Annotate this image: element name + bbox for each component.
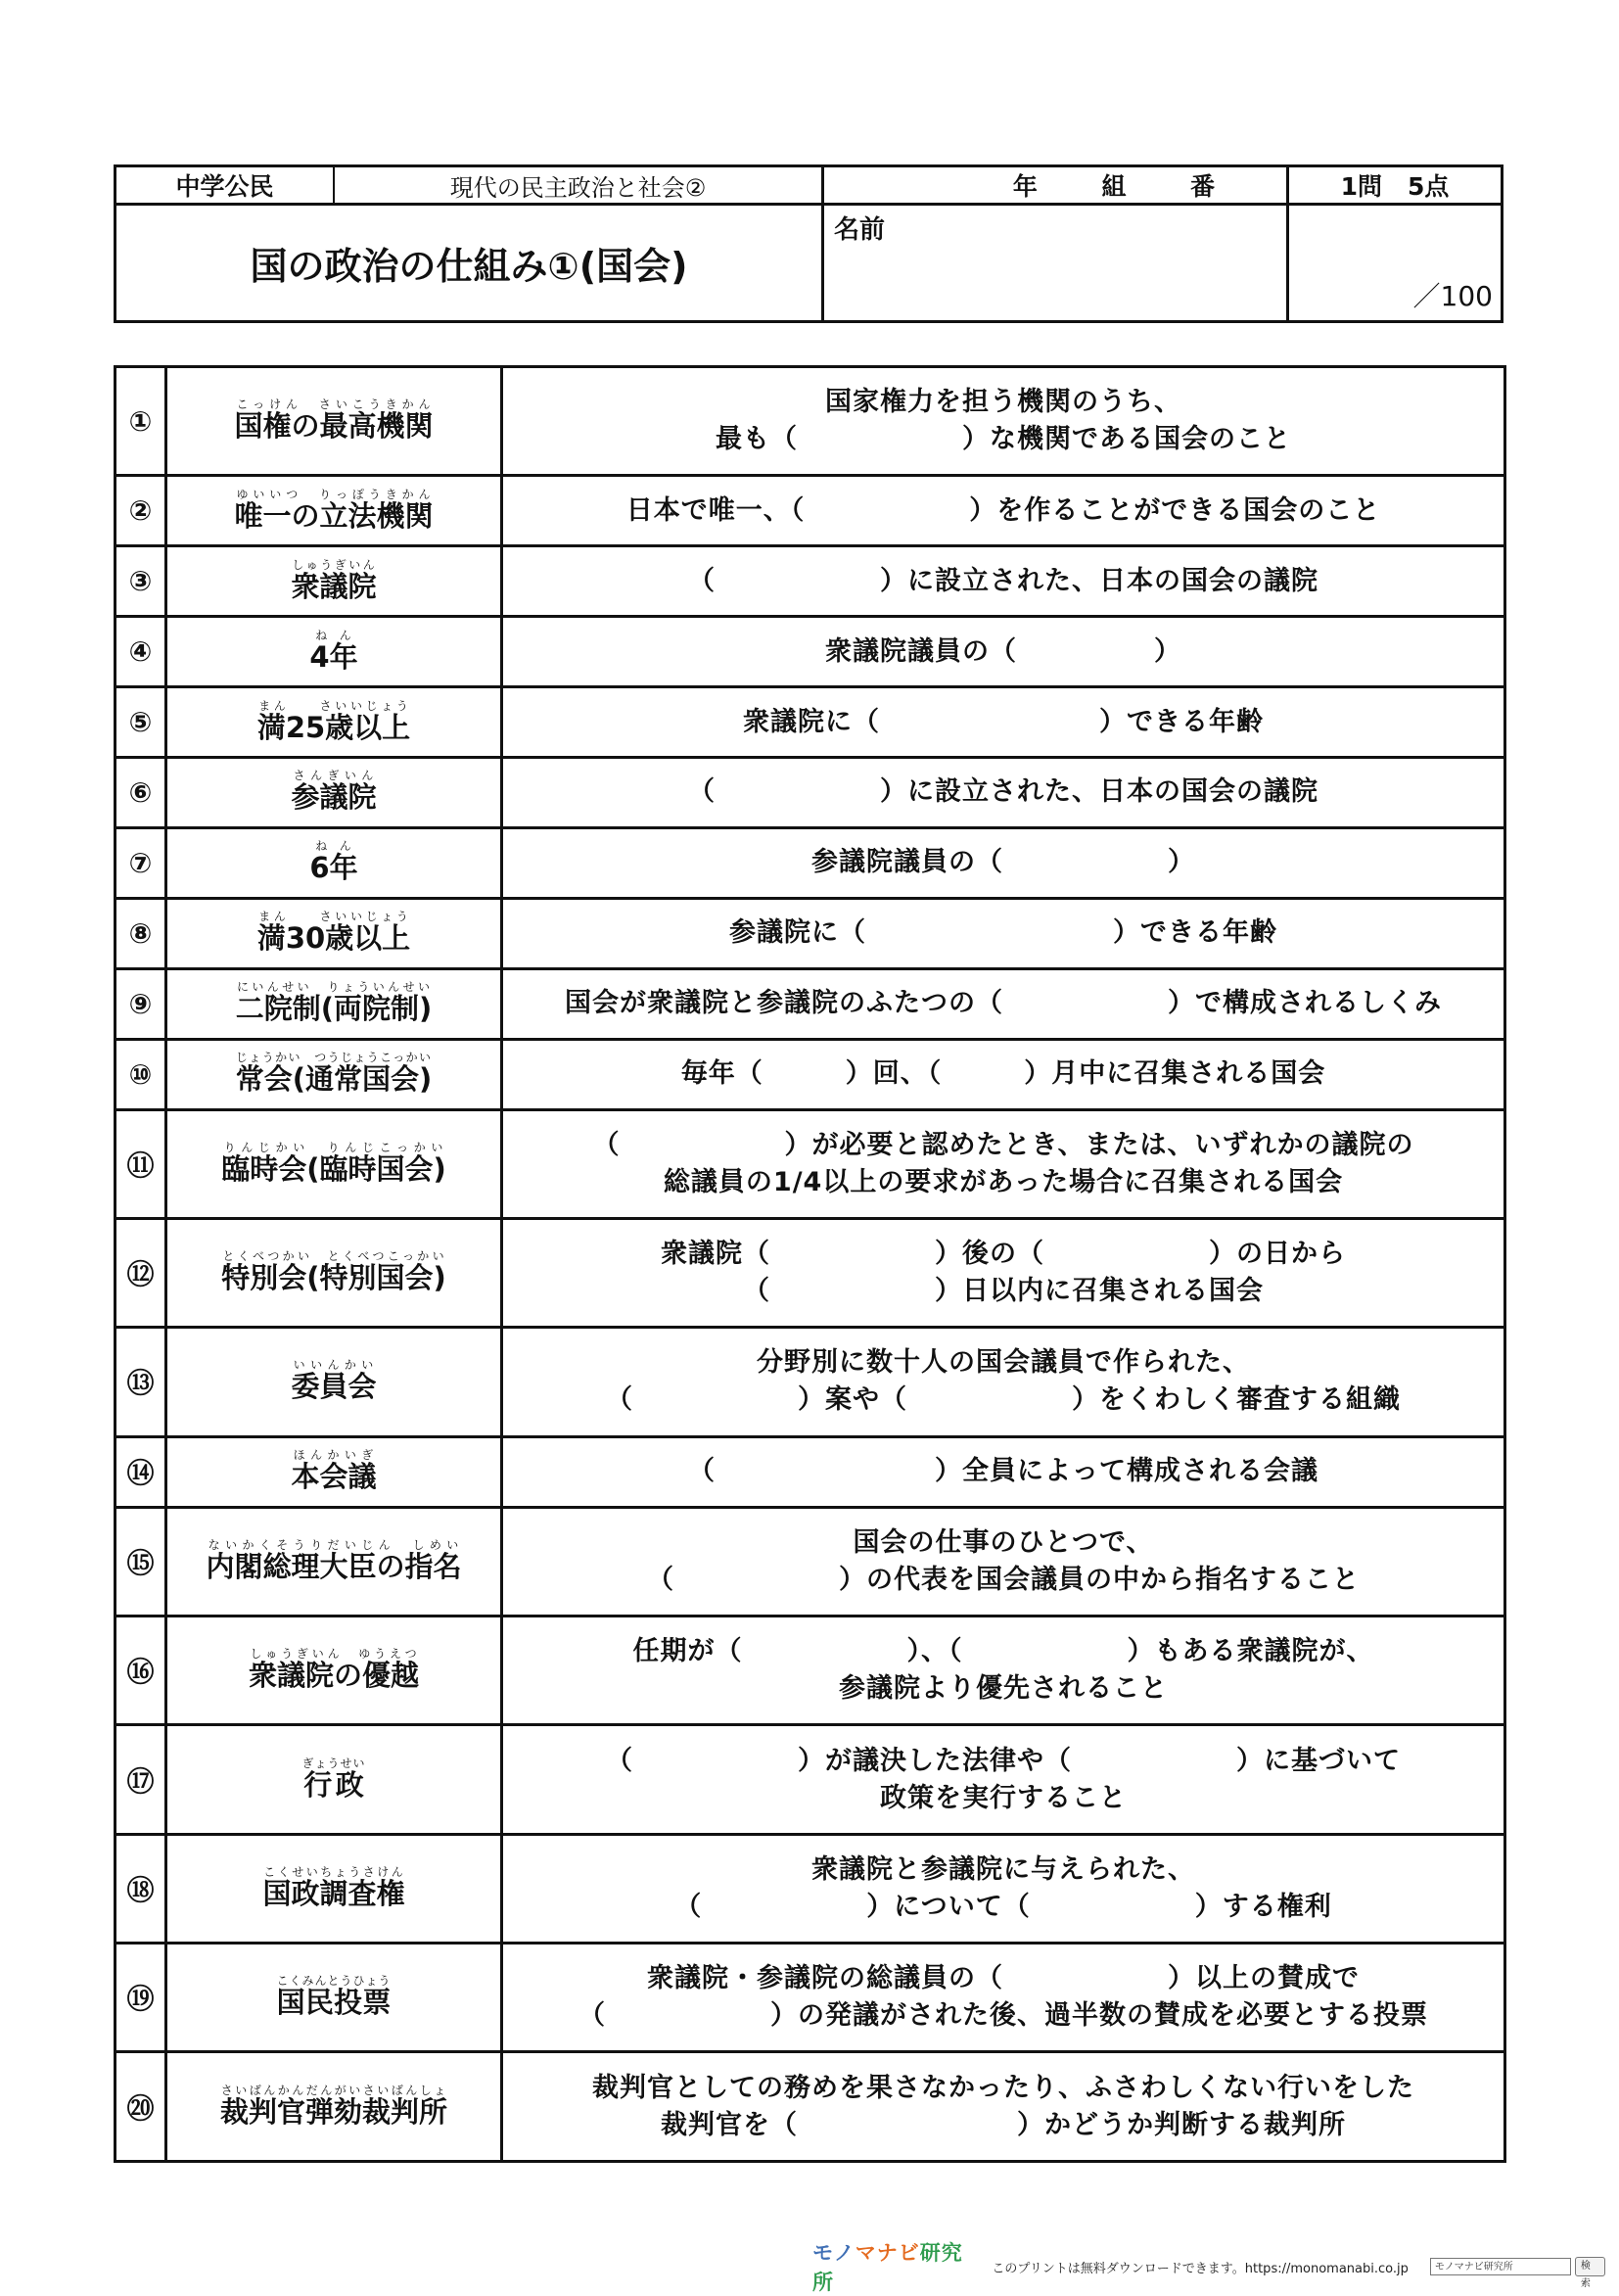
question-row [116,476,1505,546]
logo-part: モノ [812,2241,856,2265]
question-line: 衆議院（ ）後の（ ）の日から [661,1239,1346,1270]
term-cell [166,1039,502,1109]
term-text: 国民投票 [276,1986,392,2020]
term-text: 国権の最高機関 [234,409,434,444]
term-cell [166,898,502,968]
term-reading: とくべつかい とくべつこっかい [221,1249,446,1264]
question-row [116,1436,1505,1507]
score-field[interactable] [1289,206,1501,320]
term-label [256,698,411,744]
term-reading: さんぎいん [291,769,377,783]
term-label [206,1537,462,1583]
question-text[interactable] [502,758,1505,828]
term-reading: まん さいいじょう [256,910,411,924]
question-number: ④ [116,617,166,687]
term-label [234,398,434,444]
term-text: 裁判官弾劾裁判所 [219,2094,447,2129]
total-score-label: ／100 [1412,280,1493,312]
question-line: 参議院に（ ）できる年齢 [729,917,1277,949]
question-text[interactable] [502,687,1505,758]
question-text[interactable] [502,1328,1505,1436]
question-line: 衆議院・参議院の総議員の（ ）以上の賛成で [647,1963,1360,1994]
question-text[interactable] [502,367,1505,476]
question-number: ⑦ [116,827,166,898]
term-reading: ほんかいぎ [291,1448,377,1463]
question-number: ② [116,476,166,546]
term-cell [166,968,502,1039]
question-line: 国会が衆議院と参議院のふたつの（ ）で構成されるしくみ [565,988,1442,1019]
term-cell [166,1328,502,1436]
question-number: ⑬ [116,1328,166,1436]
question-text[interactable] [502,1507,1505,1616]
footer [812,2241,1605,2294]
term-label [309,839,358,885]
term-cell [166,2052,502,2162]
term-cell [166,1507,502,1616]
question-row [116,1218,1505,1327]
year-label: 年 [1012,172,1038,201]
logo-part: 研究所 [812,2241,963,2294]
question-table [114,365,1506,2163]
question-text[interactable] [502,546,1505,617]
question-line: 衆議院議員の（ ） [825,635,1181,667]
question-number: ⑨ [116,968,166,1039]
term-cell [166,1834,502,1943]
question-line: 任期が（ ）、（ ）もある衆議院が、 [632,1636,1374,1667]
class-number-field[interactable] [824,167,1289,206]
search-box [1430,2257,1605,2289]
question-row [116,1507,1505,1616]
logo-part: マナビ [855,2241,920,2265]
question-number: ⑫ [116,1218,166,1327]
term-cell [166,367,502,476]
term-reading: にいんせい りょういんせい [235,980,433,995]
term-text: 満30歳以上 [256,921,411,956]
question-number: ⑮ [116,1507,166,1616]
term-text: 本会議 [291,1460,377,1494]
question-line: 衆議院に（ ）できる年齢 [743,706,1264,737]
question-line: 最も（ ）な機関である国会のこと [716,424,1291,455]
question-number: ⑧ [116,898,166,968]
question-row [116,367,1505,476]
question-text[interactable] [502,2052,1505,2162]
name-label: 名前 [834,215,886,245]
term-reading: りんじかい りんじこっかい [221,1140,446,1154]
download-notice: このプリントは無料ダウンロードできます。https://monomanabi.co.jp [992,2261,1409,2276]
term-text: 満25歳以上 [256,710,411,744]
question-line: （ ）案や（ ）をくわしく審査する組織 [606,1384,1401,1416]
question-row [116,2052,1505,2162]
question-number: ⑲ [116,1944,166,2052]
term-reading: じょうかい つうじょうこっかい [235,1051,433,1065]
term-label [248,1647,419,1693]
question-line: （ ）が議決した法律や（ ）に基づいて [606,1745,1401,1776]
question-line: （ ）日以内に召集される国会 [743,1276,1264,1307]
question-line: 毎年（ ）回、（ ）月中に召集される国会 [680,1058,1326,1090]
question-line: 裁判官としての務めを果さなかったり、ふさわしくない行いをした [592,2072,1414,2103]
term-label [262,1864,405,1910]
term-cell [166,1616,502,1724]
question-number: ① [116,367,166,476]
question-row [116,898,1505,968]
search-input[interactable]: モノマナビ研究所 [1430,2258,1571,2275]
term-label [235,980,433,1026]
term-text: 衆議院の優越 [248,1659,419,1693]
term-label [291,1358,377,1404]
question-text[interactable] [502,1944,1505,2052]
term-reading: ゆいいつ りっぽうきかん [234,487,434,501]
term-reading: いいんかい [291,1358,377,1373]
question-number: ⑤ [116,687,166,758]
term-reading: まん さいいじょう [256,698,411,713]
question-line: （ ）に設立された、日本の国会の議院 [688,565,1318,596]
term-reading: しゅうぎいん ゆうえつ [248,1647,419,1662]
question-line: 分野別に数十人の国会議員で作られた、 [757,1347,1250,1379]
question-text[interactable] [502,1218,1505,1327]
question-line: （ ）が必要と認めたとき、または、いずれかの議院の [592,1129,1414,1160]
question-line: 衆議院と参議院に与えられた、 [811,1853,1195,1885]
term-reading: しゅうぎいん [291,557,377,572]
term-cell [166,1725,502,1834]
term-text: 行政 [301,1767,366,1802]
worksheet-header [114,164,1503,323]
term-reading: ないかくそうりだいじん しめい [206,1537,462,1552]
term-text: 4年 [309,639,358,674]
question-text[interactable] [502,1616,1505,1724]
question-text[interactable] [502,898,1505,968]
term-label [291,769,377,815]
question-row [116,1109,1505,1218]
question-text[interactable] [502,1109,1505,1218]
term-label [221,1249,446,1295]
question-text[interactable] [502,1834,1505,1943]
term-label [235,1051,433,1097]
term-reading: ねん [309,628,358,642]
unit-label: 現代の民主政治と社会② [335,167,824,206]
term-text: 二院制(両院制) [235,992,433,1026]
question-number: ③ [116,546,166,617]
points-label: 5点 [1408,172,1450,201]
question-row [116,1616,1505,1724]
question-text[interactable] [502,968,1505,1039]
term-cell [166,827,502,898]
term-text: 内閣総理大臣の指名 [206,1549,462,1583]
term-text: 衆議院 [291,569,377,603]
term-cell [166,1944,502,2052]
question-row [116,758,1505,828]
question-number: ⑰ [116,1725,166,1834]
question-line: 裁判官を（ ）かどうか判断する裁判所 [661,2109,1346,2140]
term-text: 委員会 [291,1370,377,1404]
question-line: （ ）の代表を国会議員の中から指名すること [647,1564,1360,1595]
term-cell [166,1218,502,1327]
points-per-question [1289,167,1501,206]
term-cell [166,758,502,828]
term-text: 唯一の立法機関 [234,498,434,533]
question-row [116,546,1505,617]
question-row [116,1725,1505,1834]
name-field[interactable] [824,206,1289,320]
question-row [116,968,1505,1039]
question-row [116,1834,1505,1943]
question-row [116,687,1505,758]
question-line: 参議院議員の（ ） [811,847,1195,878]
question-text[interactable] [502,827,1505,898]
question-number: ⑯ [116,1616,166,1724]
term-label [221,1140,446,1186]
term-reading: ねん [309,839,358,854]
term-label [234,487,434,533]
question-text[interactable] [502,1725,1505,1834]
term-reading: こくみんとうひょう [276,1974,392,1989]
question-number: ⑩ [116,1039,166,1109]
term-label [219,2083,447,2129]
term-text: 特別会(特別国会) [221,1261,446,1295]
term-label [256,910,411,956]
term-label [309,628,358,674]
term-cell [166,1109,502,1218]
question-count-label: 1問 [1340,172,1382,201]
search-button[interactable]: 検索 [1575,2257,1605,2276]
question-number: ⑪ [116,1109,166,1218]
term-text: 国政調査権 [262,1876,405,1910]
question-line: 国会の仕事のひとつで、 [853,1526,1154,1558]
question-line: 日本で唯一、（ ）を作ることができる国会のこと [625,494,1381,526]
term-reading: こくせいちょうさけん [262,1864,405,1879]
question-number: ⑥ [116,758,166,828]
term-cell [166,476,502,546]
seat-number-label: 番 [1190,172,1216,201]
question-line: 国家権力を担う機関のうち、 [825,387,1181,418]
term-reading: ぎょうせい [301,1756,366,1770]
term-text: 6年 [309,851,358,885]
question-text[interactable] [502,617,1505,687]
page-title: 国の政治の仕組み①(国会) [116,206,824,320]
question-number: ⑭ [116,1436,166,1507]
site-logo[interactable] [812,2237,978,2296]
term-cell [166,617,502,687]
question-line: （ ）に設立された、日本の国会の議院 [688,776,1318,808]
question-number: ⑱ [116,1834,166,1943]
question-text[interactable] [502,1436,1505,1507]
question-line: 参議院より優先されること [839,1673,1168,1705]
question-text[interactable] [502,1039,1505,1109]
term-text: 臨時会(臨時国会) [221,1151,446,1186]
term-text: 参議院 [291,780,377,815]
term-cell [166,1436,502,1507]
term-label [291,557,377,603]
question-line: （ ）全員によって構成される会議 [688,1456,1318,1487]
question-line: 政策を実行すること [880,1782,1127,1813]
question-row [116,1944,1505,2052]
question-line: （ ）について（ ）する権利 [674,1891,1332,1922]
term-label [301,1756,366,1802]
question-row [116,1039,1505,1109]
term-label [276,1974,392,2020]
question-row [116,1328,1505,1436]
question-row [116,617,1505,687]
question-line: 総議員の1/4以上の要求があった場合に召集される国会 [663,1166,1344,1197]
term-cell [166,687,502,758]
term-text: 常会(通常国会) [235,1062,433,1097]
subject-label: 中学公民 [116,167,335,206]
question-line: （ ）の発議がされた後、過半数の賛成を必要とする投票 [578,2000,1428,2032]
question-text[interactable] [502,476,1505,546]
question-row [116,827,1505,898]
term-label [291,1448,377,1494]
term-reading: こっけん さいこうきかん [234,398,434,412]
question-number: ⑳ [116,2052,166,2162]
term-cell [166,546,502,617]
term-reading: さいばんかんだんがいさいばんしょ [219,2083,447,2097]
class-label: 組 [1101,172,1127,201]
